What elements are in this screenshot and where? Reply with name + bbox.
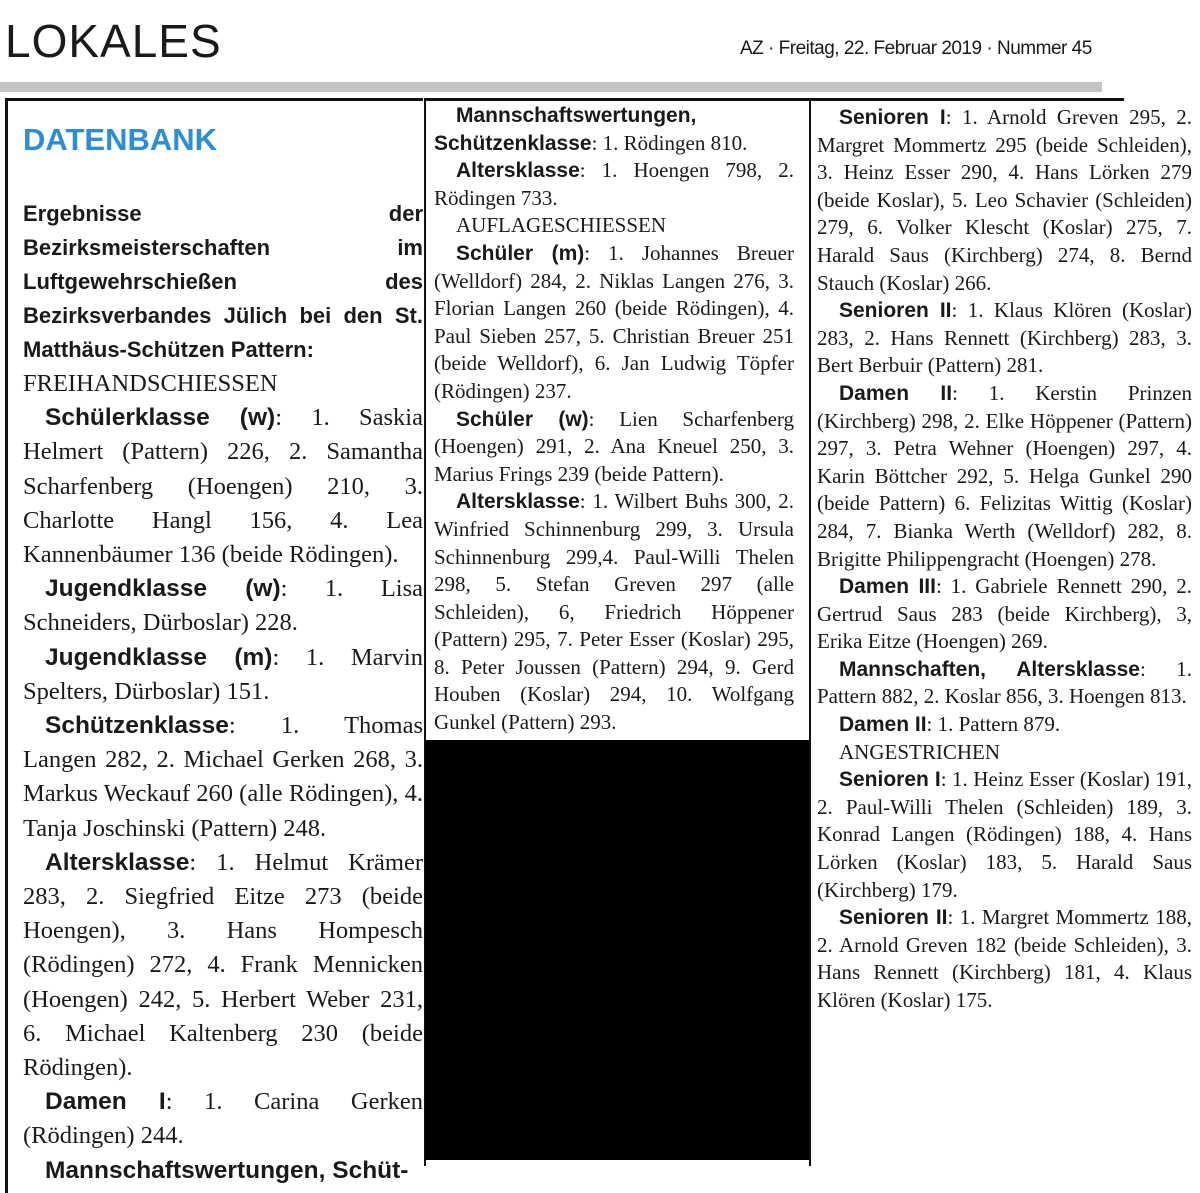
result-paragraph [23,709,423,846]
result-text: : 1. Pattern 879. [926,712,1061,737]
category-label: Damen III [839,575,936,599]
result-text: : 1. Heinz Esser (Koslar) 191, 2. Paul-Willi Thelen (Schleiden) 189, 3. Konrad Langen (Rödingen) 188, 4. Hans Lörken (Koslar) 183, 5. Harald Saus (Kirchberg) 179. [817,767,1193,902]
result-text: : 1. Thomas Langen 282, 2. Michael Gerken 268, 3. Markus Weckauf 260 (alle Rödingen), 4. Tanja Joschinski (Pattern) 248. [23,712,423,842]
result-paragraph [23,367,423,401]
intro-text: Ergebnisse der Bezirksmeisterschaften im Luftgewehrschießen des Bezirksverbandes Jülich bei den St. Matthäus-Schützen Pattern: [23,201,423,362]
column-3-rule [806,98,1124,101]
result-text: : 1. Klaus Klören (Koslar) 283, 2. Hans Rennett (Kirchberg) 283, 3. Bert Berbuir (Pattern) 281. [817,298,1192,378]
issue-dateline: AZ · Freitag, 22. Februar 2019 · Nummer 45 [740,38,1092,59]
result-paragraph [23,572,423,640]
column-3 [817,104,1192,1015]
category-label: Senioren I [839,768,941,792]
result-text: : 1. Saskia Helmert (Pattern) 226, 2. Samantha Scharfenberg (Hoengen) 210, 3. Charlotte Hangl 156, 4. Lea Kannenbäumer 136 (beide Rödingen). [23,404,423,569]
category-label: Damen II [839,381,953,405]
result-text: : 1. Wilbert Buhs 300, 2. Winfried Schinnenburg 299, 3. Ursula Schinnenburg 299,4. Paul-Willi Thelen 298, 5. Stefan Greven 297 (alle Schleiden), 6, Friedrich Höppener (Pattern) 295, 7. Peter Esser (Koslar) 295, 8. Peter Joussen (Pattern) 294, 9. Gerd Houben (Koslar) 294, 10. Wolfgang Gunkel (Pattern) 293. [434,489,794,735]
result-text: : 1. Margret Mommertz 188, 2. Arnold Greven 182 (beide Schleiden), 3. Hans Rennett (Kirchberg) 181, 4. Klaus Klören (Koslar) 175. [817,905,1193,1012]
category-label: Schützenklasse [45,712,229,740]
result-paragraph [434,102,794,157]
redacted-block [425,740,809,1160]
category-label: Damen I [45,1088,166,1116]
result-paragraph [817,380,1192,573]
result-paragraph [23,641,423,709]
result-text: : 1. Gabriele Rennett 290, 2. Gertrud Saus 283 (beide Kirchberg), 3, Erika Eitze (Hoengen) 269. [817,574,1192,654]
result-text: FREIHANDSCHIESSEN [23,370,278,397]
category-label: Schüler (m) [456,241,585,265]
column-2-results [434,102,794,737]
result-paragraph [817,573,1192,656]
result-text: ANGESTRICHEN [839,739,1000,764]
result-paragraph [23,401,423,572]
result-text: : 1. Carina Gerken (Rödingen) 244. [23,1088,424,1150]
box-heading: DATENBANK [23,122,218,157]
result-text: AUFLAGESCHIESSEN [456,213,667,238]
column-1 [5,98,423,1193]
category-label: Senioren II [839,906,948,930]
result-paragraph [434,406,794,489]
column-2 [434,102,794,737]
result-text: : Lien Scharfenberg (Hoengen) 291, 2. Ana Kneuel 250, 3. Marius Frings 239 (beide Pattern). [434,406,794,486]
result-text: : 1. Pattern 882, 2. Koslar 856, 3. Hoengen 813. [817,656,1192,709]
category-label: Mannschaften, Altersklasse [839,657,1140,681]
result-text: : 1. Rödingen 810. [591,130,748,155]
category-label: Damen II [839,713,927,737]
result-paragraph [817,297,1192,380]
category-label: Senioren I [839,106,946,129]
result-paragraph [23,1085,423,1153]
category-label: Mannschaftswertungen, Schüt- [45,1156,409,1184]
category-label: Jugendklasse (w) [45,575,281,603]
result-paragraph [434,212,794,240]
result-text: : 1. Arnold Greven 295, 2. Margret Mommertz 295 (beide Schleiden), 3. Heinz Esser 290, 4. Hans Lörken 279 (beide Koslar), 5. Leo Schavier (Schleiden) 279, 6. Volker Klescht (Koslar) 275, 7. Harald Saus (Kirchberg) 274, 8. Bernd Stauch (Koslar) 266. [817,105,1192,295]
category-label: Senioren II [839,299,952,323]
result-text: : 1. Kerstin Prinzen (Kirchberg) 298, 2. Elke Höppener (Pattern) 297, 3. Petra Wehner (Hoengen) 297, 4. Karin Böttcher 292, 5. Helga Gunkel 290 (beide Pattern) 6. Felizitas Wittig (Koslar) 284, 7. Bianka Werth (Welldorf) 282, 8. Brigitte Philippengracht (Hoengen) 278. [817,380,1192,571]
category-label: Schülerklasse (w) [45,404,276,432]
result-paragraph [434,488,794,736]
result-paragraph [817,711,1192,739]
result-paragraph [817,104,1192,297]
result-text: : 1. Hoengen 798, 2. Rödingen 733. [434,158,794,210]
result-paragraph [23,1154,423,1188]
result-text: : 1. Lisa Schneiders, Dürboslar) 228. [23,575,423,637]
column-3-results [817,104,1192,1015]
category-label: Altersklasse [45,848,190,876]
result-paragraph [434,240,794,406]
result-text: : 1. Helmut Krämer 283, 2. Siegfried Eitze 273 (beide Hoengen), 3. Hans Hompesch (Rödingen) 272, 4. Frank Mennicken (Hoengen) 242, 5. Herbert Weber 231, 6. Michael Kaltenberg 230 (beide Rödingen). [23,848,423,1082]
category-label: Jugendklasse (m) [45,643,273,671]
result-paragraph [434,157,794,212]
header-divider [0,82,1102,92]
result-text: : 1. Marvin Spelters, Dürboslar) 151. [23,643,423,705]
result-paragraph [817,766,1192,904]
category-label: Schüler (w) [456,407,589,431]
category-label: Mannschaftswertungen, Schützenklasse [434,104,697,155]
category-label: Altersklasse [456,159,580,183]
result-paragraph [23,846,423,1085]
result-paragraph [817,904,1192,1014]
section-title: LOKALES [5,15,222,67]
result-paragraph [817,656,1192,711]
column-1-results [23,367,423,1188]
result-paragraph [817,739,1192,767]
category-label: Altersklasse [456,490,580,514]
result-text: : 1. Johannes Breuer (Welldorf) 284, 2. Niklas Langen 276, 3. Florian Langen 260 (beide Rödingen), 4. Paul Sieben 257, 5. Christian Breuer 251 (beide Welldorf), 6. Jan Ludwig Töpfer (Rödingen) 237. [434,240,794,403]
